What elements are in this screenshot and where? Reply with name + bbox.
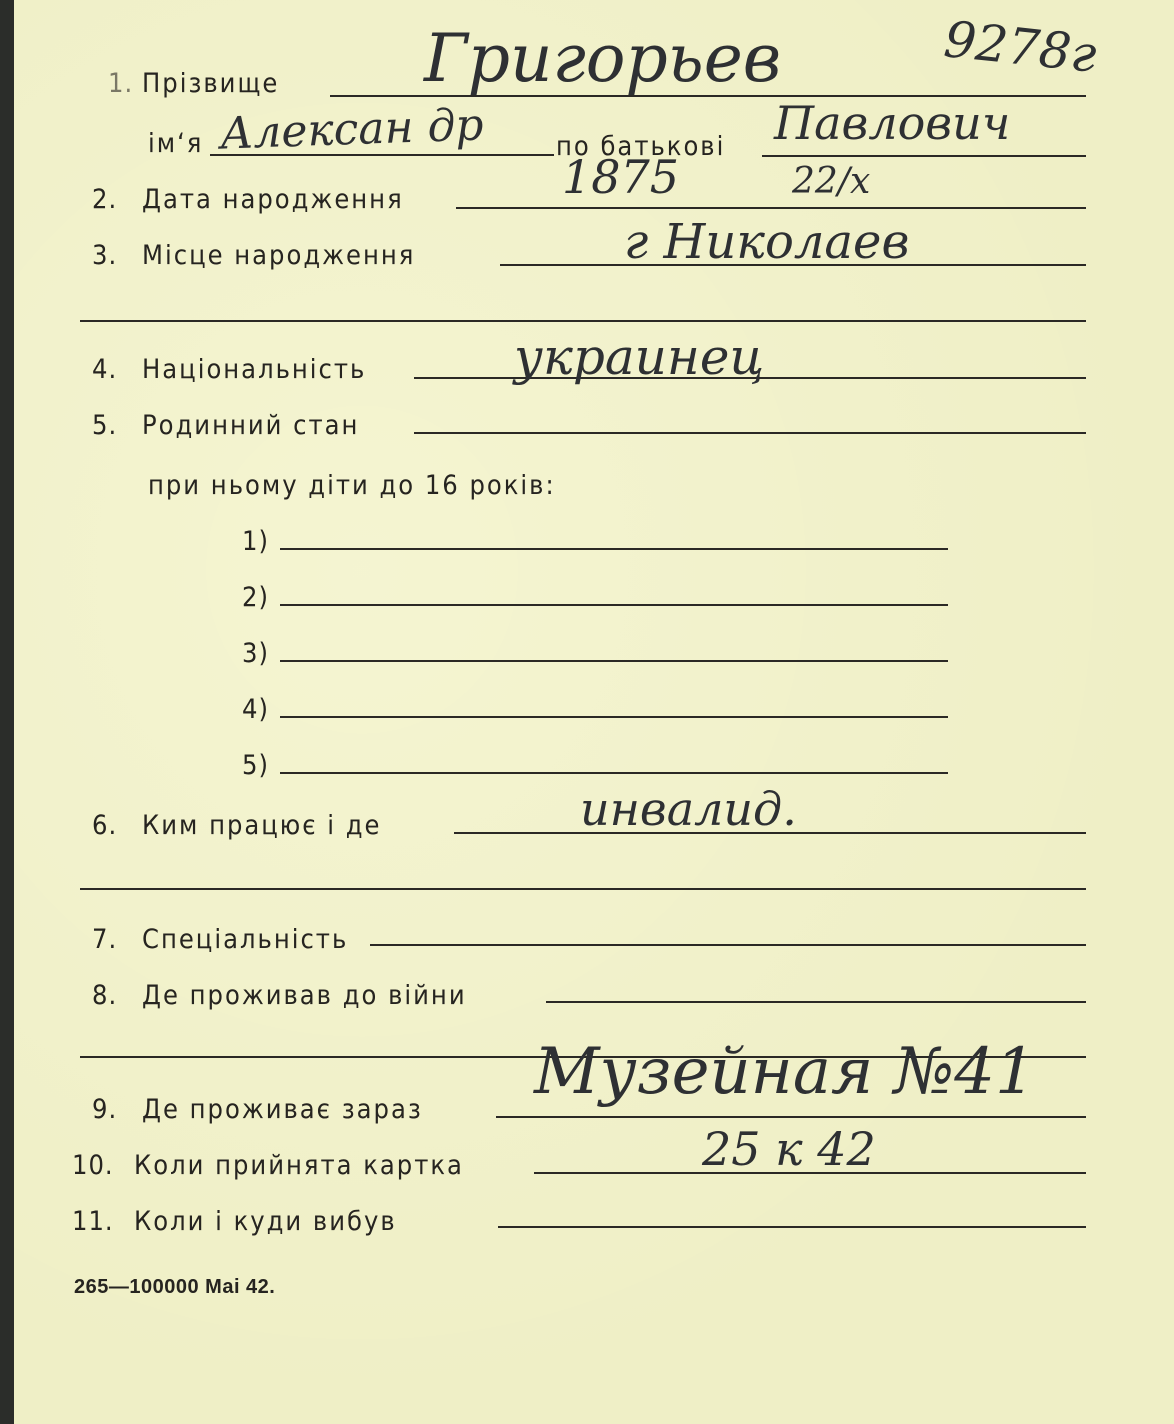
- prewar-residence-line: [546, 1001, 1086, 1003]
- field-2-number: 2.: [92, 184, 118, 215]
- field-5-number: 5.: [92, 410, 118, 441]
- nationality-value: украинец: [514, 328, 765, 386]
- card-accepted-value: 25 к 42: [702, 1122, 876, 1176]
- departure-label: Коли і куди вибув: [134, 1206, 397, 1237]
- nationality-label: Національність: [142, 354, 367, 385]
- birth-date-line: [456, 207, 1086, 209]
- child-2-number: 2): [242, 582, 269, 613]
- child-3-number: 3): [242, 638, 269, 669]
- child-1-number: 1): [242, 526, 269, 557]
- current-residence-label: Де проживає зараз: [142, 1094, 423, 1125]
- patronymic-line: [762, 155, 1086, 157]
- patronymic-value: Павлович: [774, 96, 1011, 150]
- field-1-number: 1.: [108, 68, 134, 99]
- birth-day-value: 22/x: [792, 161, 871, 202]
- occupation-label: Ким працює і де: [142, 810, 382, 841]
- first-name-value: Алексан др: [219, 99, 485, 160]
- specialty-label: Спеціальність: [142, 924, 349, 955]
- departure-line: [498, 1226, 1086, 1228]
- child-1-line: [280, 548, 948, 550]
- child-4-number: 4): [242, 694, 269, 725]
- marital-status-line: [414, 432, 1086, 434]
- child-4-line: [280, 716, 948, 718]
- occupation-value: инвалид.: [580, 782, 797, 836]
- surname-label: Прізвище: [142, 68, 280, 99]
- registration-card: [14, 0, 1174, 1424]
- field-10-number: 10.: [72, 1150, 114, 1181]
- first-name-label: ім‘я: [148, 128, 204, 159]
- children-label: при ньому діти до 16 років:: [148, 470, 556, 501]
- birth-place-line-2: [80, 320, 1086, 322]
- field-3-number: 3.: [92, 240, 118, 271]
- marital-status-label: Родинний стан: [142, 410, 360, 441]
- child-2-line: [280, 604, 948, 606]
- field-6-number: 6.: [92, 810, 118, 841]
- prewar-residence-label: Де проживав до війни: [142, 980, 467, 1011]
- birth-year-value: 1875: [562, 150, 680, 204]
- field-4-number: 4.: [92, 354, 118, 385]
- current-residence-value: Музейная №41: [534, 1035, 1036, 1109]
- child-5-line: [280, 772, 948, 774]
- child-5-number: 5): [242, 750, 269, 781]
- printer-mark: 265—100000 Mai 42.: [74, 1276, 276, 1298]
- field-9-number: 9.: [92, 1094, 118, 1125]
- occupation-line-2: [80, 888, 1086, 890]
- current-residence-line: [496, 1116, 1086, 1118]
- birth-place-label: Місце народження: [142, 240, 416, 271]
- patronymic-label: по батькові: [556, 131, 726, 162]
- surname-value: Григорьев: [424, 20, 782, 97]
- specialty-line: [370, 944, 1086, 946]
- card-accepted-label: Коли прийнята картка: [134, 1150, 464, 1181]
- field-11-number: 11.: [72, 1206, 114, 1237]
- child-3-line: [280, 660, 948, 662]
- card-number: 9278г: [941, 10, 1100, 84]
- birth-date-label: Дата народження: [142, 184, 404, 215]
- field-8-number: 8.: [92, 980, 118, 1011]
- birth-place-value: г Николаев: [624, 214, 910, 270]
- field-7-number: 7.: [92, 924, 118, 955]
